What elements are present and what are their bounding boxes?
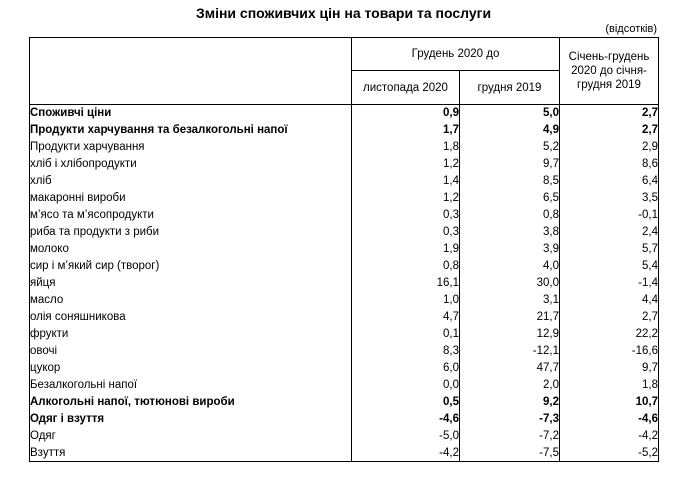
row-label: молоко (30, 241, 352, 258)
value-year-2020-vs-2019: 1,8 (560, 377, 659, 394)
value-year-2020-vs-2019: -4,2 (560, 428, 659, 445)
value-vs-december-2019: 4,9 (460, 122, 560, 139)
value-vs-november-2020: 0,8 (352, 258, 460, 275)
table-row (30, 411, 659, 428)
row-label: олія соняшникова (30, 309, 352, 326)
value-vs-december-2019: -12,1 (460, 343, 560, 360)
value-vs-december-2019: 47,7 (460, 360, 560, 377)
row-label: м’ясо та м’ясопродукти (30, 207, 352, 224)
value-vs-november-2020: 1,2 (352, 190, 460, 207)
value-year-2020-vs-2019: -4,6 (560, 411, 659, 428)
value-year-2020-vs-2019: -5,2 (560, 445, 659, 462)
value-vs-december-2019: 9,2 (460, 394, 560, 411)
value-vs-december-2019: -7,2 (460, 428, 560, 445)
table-row (30, 428, 659, 445)
table-row (30, 377, 659, 394)
value-vs-december-2019: -7,3 (460, 411, 560, 428)
value-vs-november-2020: 1,8 (352, 139, 460, 156)
value-vs-november-2020: 1,4 (352, 173, 460, 190)
value-vs-november-2020: 1,2 (352, 156, 460, 173)
header-col1: листопада 2020 (352, 71, 460, 105)
value-vs-december-2019: 30,0 (460, 275, 560, 292)
table-row (30, 394, 659, 411)
value-vs-december-2019: 12,9 (460, 326, 560, 343)
row-label: овочі (30, 343, 352, 360)
value-year-2020-vs-2019: 2,4 (560, 224, 659, 241)
header-col3: Січень-грудень 2020 до січня-грудня 2019 (560, 38, 659, 105)
table-body (30, 105, 659, 462)
row-label: масло (30, 292, 352, 309)
value-vs-december-2019: 2,0 (460, 377, 560, 394)
table-row (30, 190, 659, 207)
row-label: Безалкогольні напої (30, 377, 352, 394)
document-title: Зміни споживчих цін на товари та послуги (195, 5, 492, 21)
row-label: цукор (30, 360, 352, 377)
value-vs-november-2020: 0,0 (352, 377, 460, 394)
value-vs-november-2020: -4,6 (352, 411, 460, 428)
value-vs-november-2020: 1,7 (352, 122, 460, 139)
row-label: Одяг (30, 428, 352, 445)
row-label: макаронні вироби (30, 190, 352, 207)
value-vs-december-2019: 5,0 (460, 105, 560, 122)
value-vs-december-2019: 0,8 (460, 207, 560, 224)
value-year-2020-vs-2019: 6,4 (560, 173, 659, 190)
value-vs-november-2020: 8,3 (352, 343, 460, 360)
row-label: Взуття (30, 445, 352, 462)
row-label: сир і м’який сир (творог) (30, 258, 352, 275)
value-vs-november-2020: -4,2 (352, 445, 460, 462)
table-row (30, 139, 659, 156)
table-row (30, 309, 659, 326)
value-year-2020-vs-2019: -1,4 (560, 275, 659, 292)
price-changes-table (29, 37, 659, 462)
table-row (30, 173, 659, 190)
row-label: Продукти харчування та безалкогольні напої (30, 122, 352, 139)
value-year-2020-vs-2019: 2,7 (560, 309, 659, 326)
row-label: риба та продукти з риби (30, 224, 352, 241)
table-row (30, 258, 659, 275)
value-vs-november-2020: 4,7 (352, 309, 460, 326)
value-vs-november-2020: 1,0 (352, 292, 460, 309)
value-year-2020-vs-2019: 9,7 (560, 360, 659, 377)
table-row (30, 224, 659, 241)
value-vs-november-2020: 0,5 (352, 394, 460, 411)
value-vs-december-2019: 9,7 (460, 156, 560, 173)
value-vs-november-2020: 0,9 (352, 105, 460, 122)
value-vs-december-2019: 21,7 (460, 309, 560, 326)
value-vs-november-2020: 0,3 (352, 207, 460, 224)
value-year-2020-vs-2019: 5,7 (560, 241, 659, 258)
row-label: Алкогольні напої, тютюнові вироби (30, 394, 352, 411)
value-year-2020-vs-2019: -0,1 (560, 207, 659, 224)
header-col2: грудня 2019 (460, 71, 560, 105)
value-vs-november-2020: 1,9 (352, 241, 460, 258)
value-vs-november-2020: 16,1 (352, 275, 460, 292)
table-row (30, 122, 659, 139)
row-label: яйця (30, 275, 352, 292)
value-year-2020-vs-2019: 3,5 (560, 190, 659, 207)
unit-note: (відсотків) (605, 23, 657, 35)
row-label: хліб і хлібопродукти (30, 156, 352, 173)
value-year-2020-vs-2019: 10,7 (560, 394, 659, 411)
table-row (30, 207, 659, 224)
row-label: Одяг і взуття (30, 411, 352, 428)
header-group-december: Грудень 2020 до (352, 38, 560, 71)
value-vs-november-2020: 0,1 (352, 326, 460, 343)
value-vs-december-2019: 3,9 (460, 241, 560, 258)
table-row (30, 105, 659, 122)
row-label: Споживчі ціни (30, 105, 352, 122)
row-label: хліб (30, 173, 352, 190)
value-vs-december-2019: -7,5 (460, 445, 560, 462)
value-vs-november-2020: -5,0 (352, 428, 460, 445)
value-vs-december-2019: 3,8 (460, 224, 560, 241)
value-year-2020-vs-2019: -16,6 (560, 343, 659, 360)
table-row (30, 275, 659, 292)
table-row (30, 241, 659, 258)
value-vs-november-2020: 0,3 (352, 224, 460, 241)
value-year-2020-vs-2019: 2,7 (560, 105, 659, 122)
value-vs-november-2020: 6,0 (352, 360, 460, 377)
value-vs-december-2019: 5,2 (460, 139, 560, 156)
row-label: фрукти (30, 326, 352, 343)
value-year-2020-vs-2019: 2,7 (560, 122, 659, 139)
header-empty-cell (30, 38, 352, 105)
value-year-2020-vs-2019: 5,4 (560, 258, 659, 275)
table-row (30, 292, 659, 309)
value-vs-december-2019: 3,1 (460, 292, 560, 309)
row-label: Продукти харчування (30, 139, 352, 156)
value-year-2020-vs-2019: 8,6 (560, 156, 659, 173)
value-vs-december-2019: 4,0 (460, 258, 560, 275)
table-row (30, 343, 659, 360)
value-year-2020-vs-2019: 4,4 (560, 292, 659, 309)
table-row (30, 156, 659, 173)
table-row (30, 326, 659, 343)
table-row (30, 445, 659, 462)
table-row (30, 360, 659, 377)
value-year-2020-vs-2019: 2,9 (560, 139, 659, 156)
value-vs-december-2019: 8,5 (460, 173, 560, 190)
value-year-2020-vs-2019: 22,2 (560, 326, 659, 343)
value-vs-december-2019: 6,5 (460, 190, 560, 207)
